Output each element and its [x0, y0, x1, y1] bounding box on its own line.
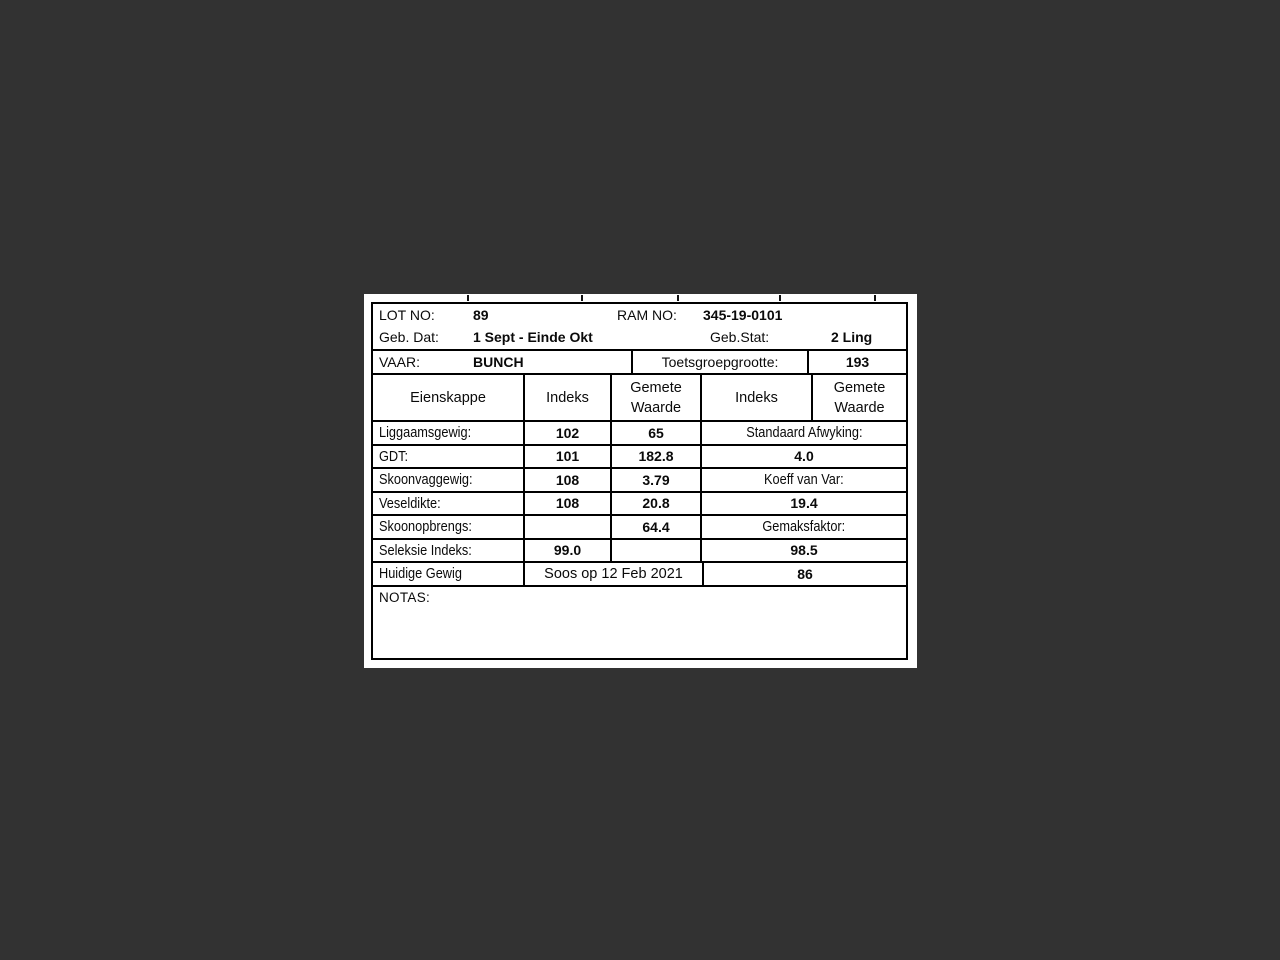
indeks-cell — [523, 516, 610, 538]
eienskap-label-cell — [373, 563, 523, 585]
huidige-gewig-date: Soos op 12 Feb 2021 — [544, 565, 683, 582]
stat-span-cell — [702, 563, 906, 585]
stat-span-cell — [700, 469, 906, 491]
stat-value: 98.5 — [790, 542, 818, 559]
header-indeks-1: Indeks — [523, 375, 610, 420]
stat-label: Gemaksfaktor: — [762, 518, 846, 536]
eienskap-label-cell — [373, 493, 523, 515]
notas-section — [373, 587, 906, 659]
eienskap-label-cell — [373, 422, 523, 444]
eienskap-label-cell — [373, 540, 523, 562]
table-row — [373, 493, 906, 517]
gemete-waarde-cell: 20.8 — [610, 493, 700, 515]
table-header-row — [373, 375, 906, 422]
stat-span-cell — [700, 446, 906, 468]
stat-span-cell — [700, 516, 906, 538]
gemete-waarde-cell: 3.79 — [610, 469, 700, 491]
table-row — [373, 469, 906, 493]
indeks-cell: 99.0 — [523, 540, 610, 562]
eienskap-label-cell — [373, 469, 523, 491]
table-row — [373, 540, 906, 564]
ram-no-value: 345-19-0101 — [703, 307, 783, 323]
indeks-cell: 102 — [523, 422, 610, 444]
geb-dat-value: 1 Sept - Einde Okt — [473, 329, 593, 345]
toetsgroep-label-cell — [631, 351, 807, 373]
indeks-cell: 101 — [523, 446, 610, 468]
eienskap-label: Huidige Gewig — [379, 565, 462, 583]
eienskap-label: Liggaamsgewig: — [379, 424, 472, 442]
stat-label: Standaard Afwyking: — [745, 424, 863, 442]
eienskap-label: Veseldikte: — [379, 494, 441, 512]
vaar-cell — [373, 351, 631, 373]
toetsgroep-value: 193 — [845, 354, 870, 370]
header-gemete-waarde-1: Gemete Waarde — [610, 375, 700, 420]
header-gemete-waarde-2: Gemete Waarde — [811, 375, 906, 420]
geb-stat-label: Geb.Stat: — [710, 329, 770, 345]
header-eienskappe: Eienskappe — [410, 389, 486, 406]
ram-record-card — [364, 294, 917, 668]
lot-no-value: 89 — [473, 307, 489, 323]
notas-label: NOTAS: — [379, 589, 431, 605]
stat-label: Koeff van Var: — [764, 471, 844, 489]
geb-dat-label: Geb. Dat: — [379, 329, 439, 345]
stat-value: 4.0 — [794, 448, 814, 465]
vaar-label: VAAR: — [379, 354, 420, 370]
record-table — [371, 302, 908, 660]
eienskap-label-cell — [373, 516, 523, 538]
id-block — [373, 304, 906, 351]
stat-span-cell — [700, 422, 906, 444]
scan-artifact-tick — [779, 295, 781, 301]
table-row — [373, 516, 906, 540]
table-row — [373, 563, 906, 587]
table-row — [373, 422, 906, 446]
eienskap-label: Skoonopbrengs: — [379, 518, 472, 536]
scan-artifact-tick — [677, 295, 679, 301]
indeks-cell: 108 — [523, 469, 610, 491]
eienskap-label: Seleksie Indeks: — [379, 541, 472, 559]
scan-artifact-tick — [874, 295, 876, 301]
vaar-value: BUNCH — [473, 354, 524, 370]
stat-value: 86 — [797, 565, 813, 582]
eienskap-label-cell — [373, 446, 523, 468]
ram-no-label: RAM NO: — [617, 307, 677, 323]
gemete-waarde-cell: 182.8 — [610, 446, 700, 468]
indeks-cell: 108 — [523, 493, 610, 515]
gemete-waarde-cell — [610, 540, 700, 562]
header-indeks-2: Indeks — [700, 375, 811, 420]
vaar-row — [373, 351, 906, 375]
toetsgroep-value-cell — [807, 351, 906, 373]
scan-artifact-tick — [467, 295, 469, 301]
table-row — [373, 446, 906, 470]
geb-stat-value: 2 Ling — [831, 329, 873, 345]
toetsgroep-label: Toetsgroepgrootte: — [661, 354, 779, 370]
scan-artifact-tick — [581, 295, 583, 301]
gemete-waarde-cell: 64.4 — [610, 516, 700, 538]
lot-no-label: LOT NO: — [379, 307, 435, 323]
gemete-waarde-cell: 65 — [610, 422, 700, 444]
eienskap-label: Skoonvaggewig: — [379, 471, 473, 489]
stat-span-cell — [700, 493, 906, 515]
stat-value: 19.4 — [790, 495, 818, 512]
huidige-gewig-date-cell — [523, 563, 702, 585]
stat-span-cell — [700, 540, 906, 562]
eienskap-label: GDT: — [379, 447, 409, 465]
